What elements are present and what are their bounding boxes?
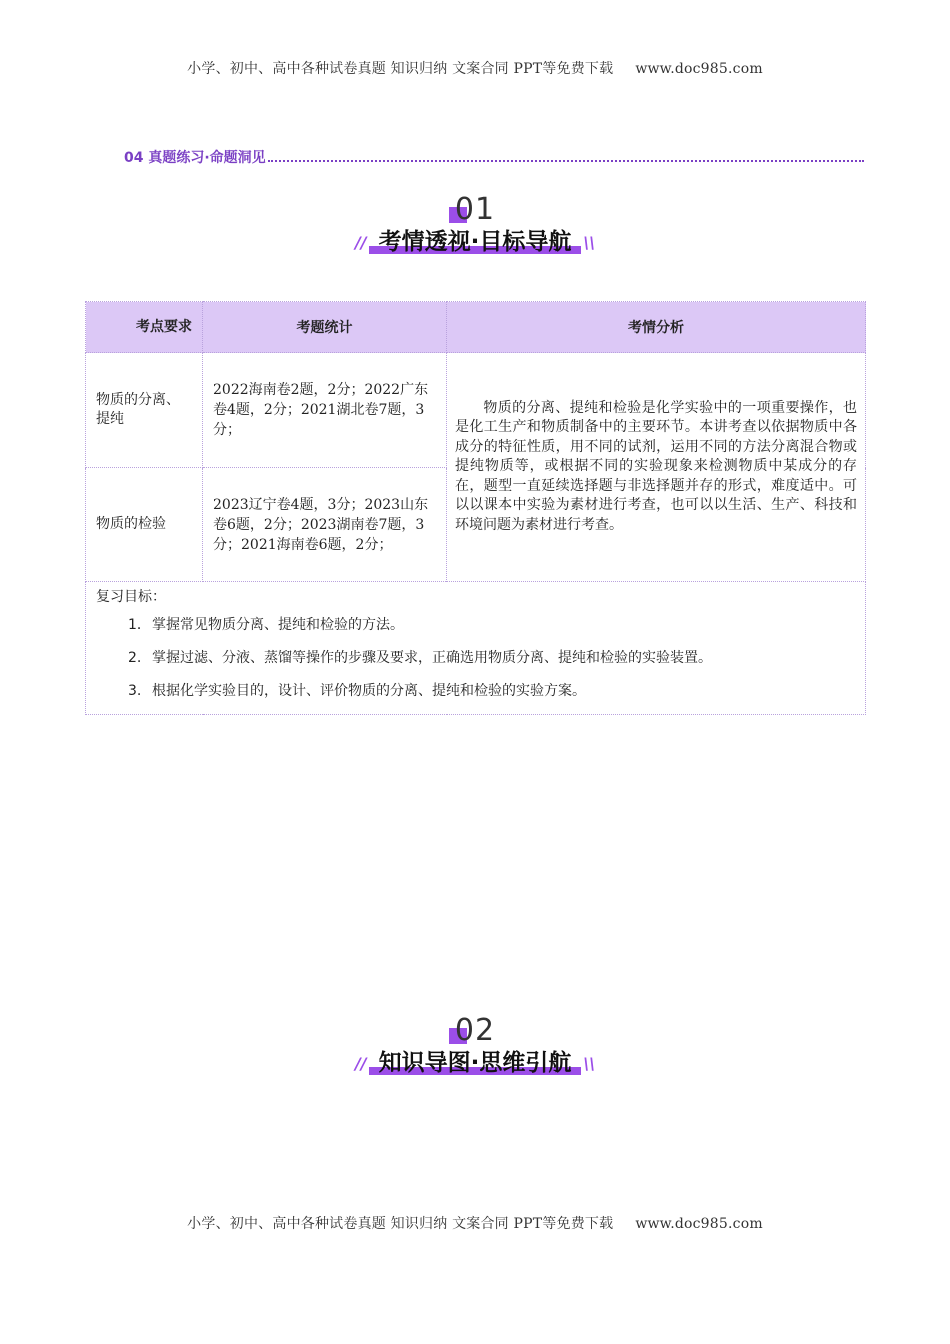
stats-cell: 2023辽宁卷4题，3分；2023山东卷6题，2分；2023湖南卷7题，3分；2021海南卷6题，2分；: [203, 468, 447, 582]
section-title: 考情透视·目标导航: [373, 227, 578, 257]
table-row: [86, 353, 866, 468]
section-number: 02: [455, 1014, 495, 1048]
toc-dot-leader: [268, 150, 864, 162]
section-heading-1: [0, 193, 950, 257]
section-title: 知识导图·思维引航: [373, 1048, 578, 1078]
review-row: [86, 582, 866, 715]
column-header-stats: 考题统计: [203, 302, 447, 353]
section-heading-2: [0, 1014, 950, 1078]
review-item: 3. 根据化学实验目的，设计、评价物质的分离、提纯和检验的实验方案。: [128, 683, 586, 699]
point-cell: 物质的检验: [86, 468, 203, 582]
page-footer: [0, 1213, 950, 1233]
analysis-cell: [447, 353, 866, 582]
right-slash-decoration: \\: [583, 232, 596, 252]
table-header-row: [86, 302, 866, 353]
left-slash-decoration: //: [354, 1053, 367, 1073]
right-slash-decoration: \\: [583, 1053, 596, 1073]
footer-url[interactable]: www.doc985.com: [635, 1216, 763, 1232]
review-goals-cell: [86, 582, 866, 715]
toc-entry[interactable]: [124, 147, 864, 167]
footer-text: 小学、初中、高中各种试卷真题 知识归纳 文案合同 PPT等免费下载: [187, 1216, 614, 1232]
review-title: 复习目标：: [96, 589, 166, 605]
column-header-analysis: 考情分析: [447, 302, 866, 353]
column-header-point: 考点要求: [86, 302, 203, 353]
review-item: 1．掌握常见物质分离、提纯和检验的方法。: [128, 617, 404, 633]
toc-entry-label: 04 真题练习·命题洞见: [124, 150, 266, 166]
point-cell: 物质的分离、提纯: [86, 353, 203, 468]
section-number: 01: [455, 193, 495, 227]
header-url[interactable]: www.doc985.com: [635, 61, 763, 77]
page-header: [0, 58, 950, 78]
analysis-text: 物质的分离、提纯和检验是化学实验中的一项重要操作，也是化工生产和物质制备中的主要环节。本讲考查以依据物质中各成分的特征性质，用不同的试剂，运用不同的方法分离混合物或提纯物质等，或根据不同的实验现象来检测物质中某成分的存在，题型一直延续选择题与非选择题并存的形式，难度适中。可以以课本中实验为素材进行考查，也可以以生活、生产、科技和环境问题为素材进行考查。: [455, 399, 857, 533]
stats-cell: 2022海南卷2题，2分；2022广东卷4题，2分；2021湖北卷7题，3分；: [203, 353, 447, 468]
review-item: 2. 掌握过滤、分液、蒸馏等操作的步骤及要求，正确选用物质分离、提纯和检验的实验装置。: [128, 650, 712, 666]
exam-analysis-table: [85, 301, 866, 715]
header-text: 小学、初中、高中各种试卷真题 知识归纳 文案合同 PPT等免费下载: [187, 61, 614, 77]
left-slash-decoration: //: [354, 232, 367, 252]
